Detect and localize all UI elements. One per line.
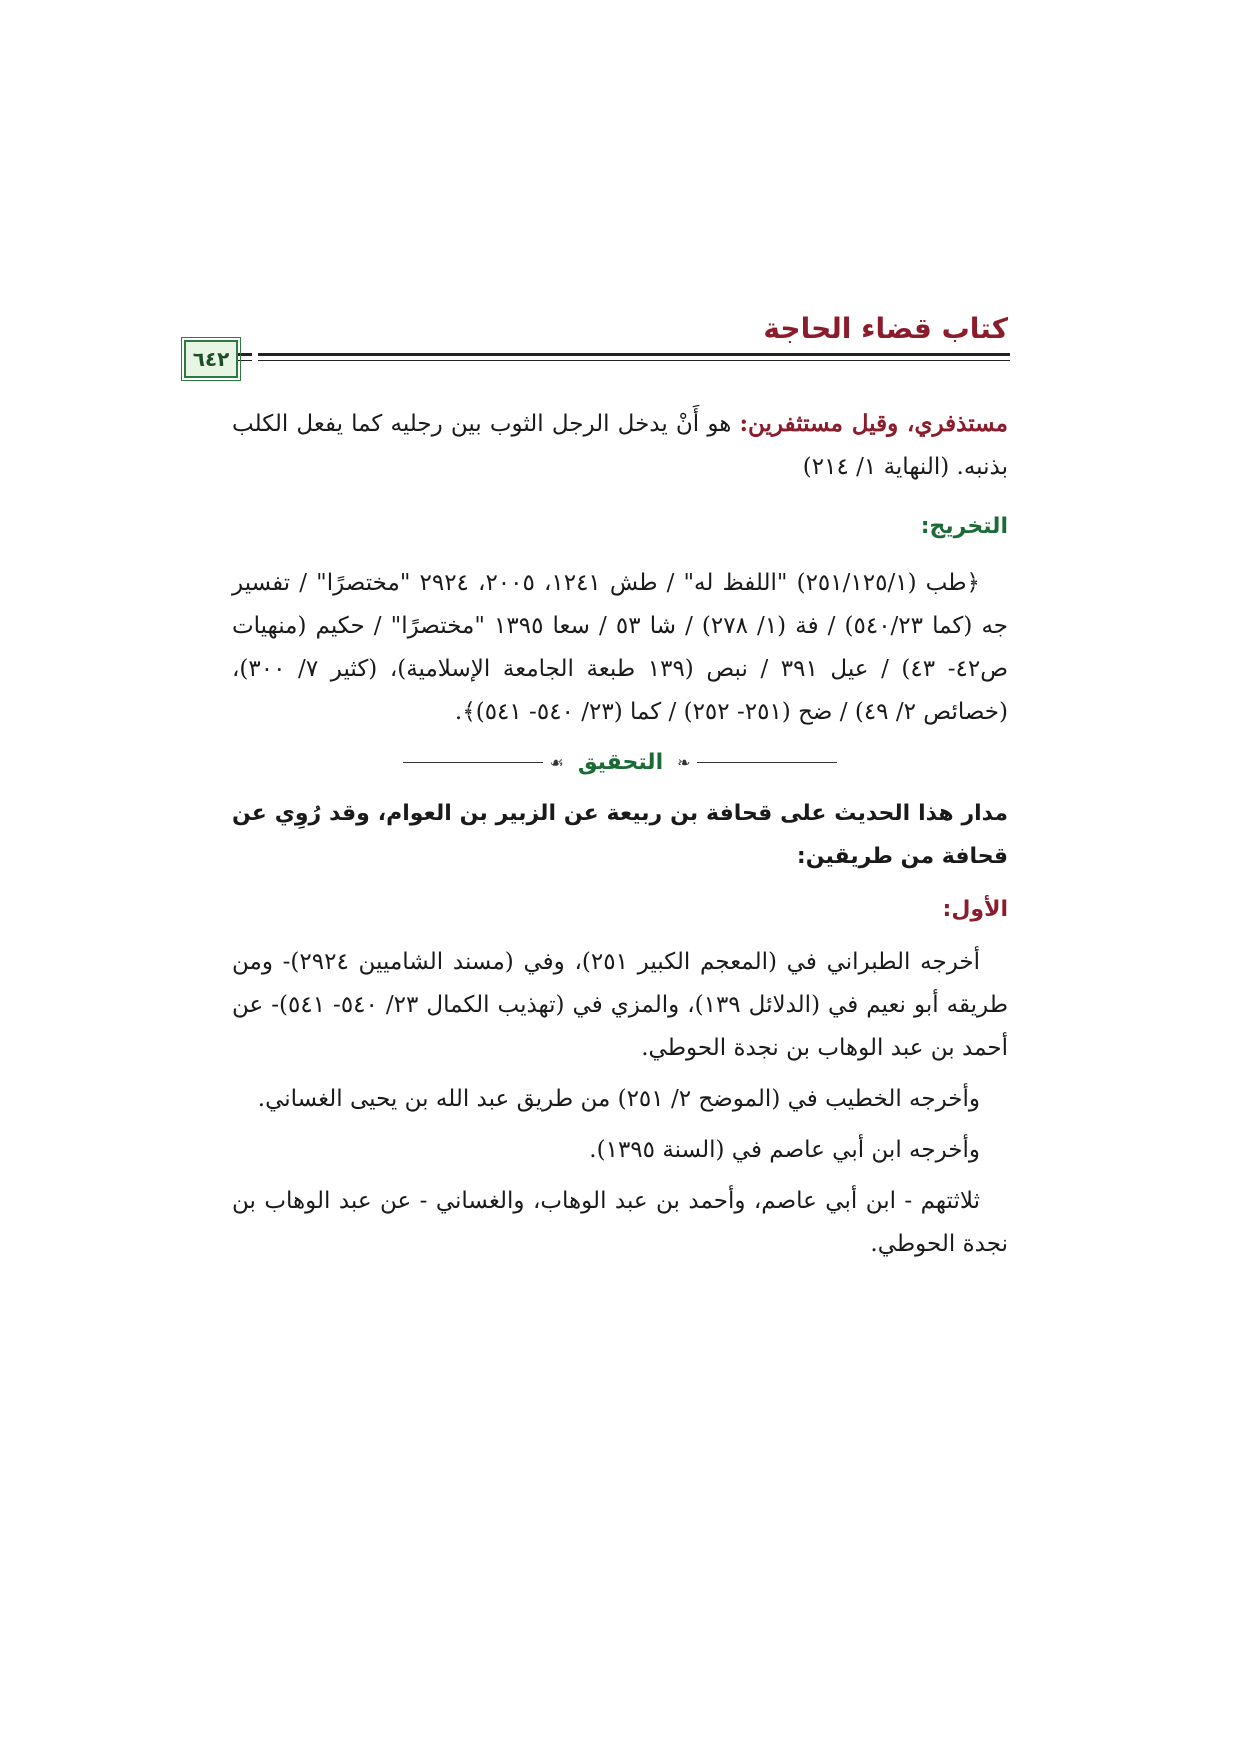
divider-line-right	[697, 762, 837, 763]
header-rule-thick	[258, 353, 1010, 356]
header-rule-thin	[258, 360, 1010, 361]
tahqiq-paragraph: أخرجه الطبراني في (المعجم الكبير ٢٥١)، وفي (مسند الشاميين ٢٩٢٤)- ومن طريقه أبو نعيم في (الدلائل ١٣٩)، والمزي في (تهذيب الكمال ٢٣/ ٥٤٠- ٥٤١)- عن أحمد بن عبد الوهاب بن نجدة الحوطي.	[232, 949, 1008, 1061]
tahqiq-heading: التحقيق	[577, 749, 664, 775]
tahqiq-divider	[232, 742, 1008, 782]
intro-term: مستذفري، وقيل مستثفرين:	[739, 410, 1008, 437]
ornament-icon: ☙	[549, 752, 564, 772]
tahqiq-paragraph: وأخرجه ابن أبي عاصم في (السنة ١٣٩٥).	[589, 1137, 980, 1163]
page-number-frame	[184, 340, 238, 378]
book-title: كتاب قضاء الحاجة	[763, 312, 1008, 345]
first-route-heading: الأول:	[942, 897, 1008, 922]
page-content	[232, 402, 1008, 1266]
divider-line-left	[403, 762, 543, 763]
intro-text: هو أَنْ يدخل الرجل الثوب بين رجليه كما يفعل الكلب بذنبه. (النهاية ١/ ٢١٤)	[232, 411, 1008, 480]
tahqiq-intro: مدار هذا الحديث على قحافة بن ربيعة عن الزبير بن العوام، وقد رُوِي عن قحافة من طريقين:	[232, 801, 1008, 869]
takhrij-heading: التخريج:	[920, 514, 1008, 539]
takhrij-text: ﴿طب (٢٥١/١٢٥/١) "اللفظ له" / طش ١٢٤١، ٢٠٠٥، ٢٩٢٤ "مختصرًا" / تفسير جه (كما ٥٤٠/٢٣) / فة (١/ ٢٧٨) / شا ٥٣ / سعا ١٣٩٥ "مختصرًا" / حكيم (منهيات ص٤٢- ٤٣) / عيل ٣٩١ / نبص (١٣٩ طبعة الجامعة الإسلامية)، (كثير ٧/ ٣٠٠)، (خصائص ٢/ ٤٩) / ضح (٢٥١- ٢٥٢) / كما (٢٣/ ٥٤٠- ٥٤١)﴾.	[232, 570, 1008, 725]
tahqiq-paragraph: ثلاثتهم - ابن أبي عاصم، وأحمد بن عبد الوهاب، والغساني - عن عبد الوهاب بن نجدة الحوطي.	[232, 1188, 1008, 1257]
tahqiq-paragraph: وأخرجه الخطيب في (الموضح ٢/ ٢٥١) من طريق عبد الله بن يحيى الغساني.	[257, 1086, 980, 1112]
page-header	[0, 0, 1240, 400]
page-number: ٦٤٢	[192, 347, 230, 371]
intro-paragraph	[232, 402, 1008, 489]
ornament-icon: ❧	[677, 752, 691, 772]
